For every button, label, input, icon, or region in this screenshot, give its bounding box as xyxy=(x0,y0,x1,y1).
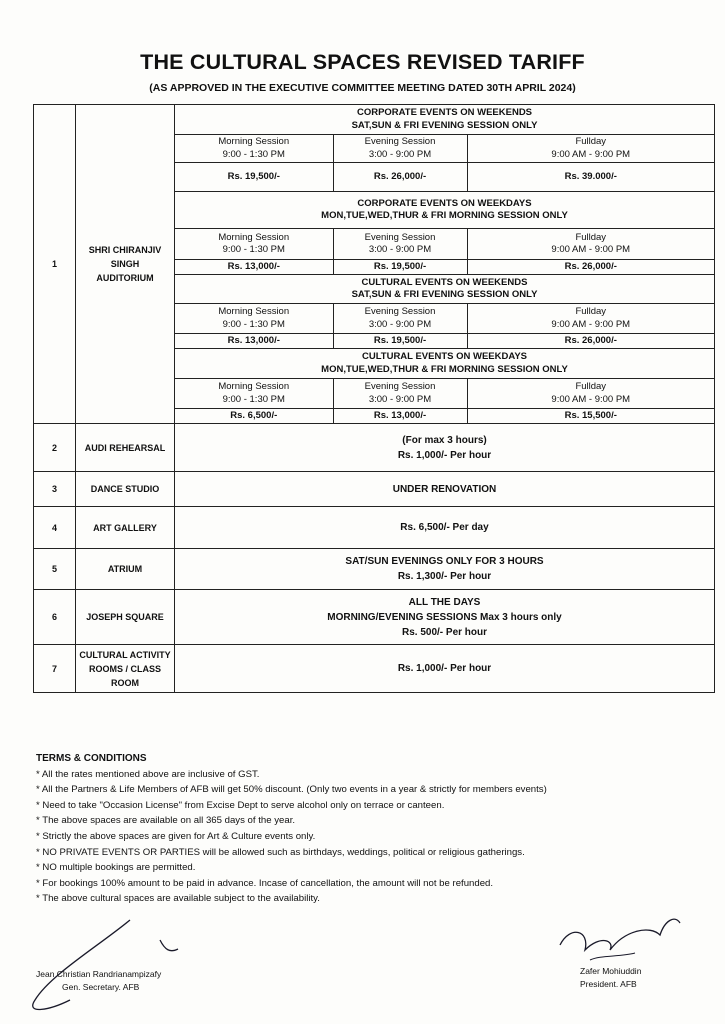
space-name: AUDI REHEARSAL xyxy=(76,424,175,472)
table-row xyxy=(34,105,715,424)
terms-item: * Need to take "Occasion License" from Excise Dept to serve alcohol only on terrace or canteen. xyxy=(36,799,445,811)
left-signatory xyxy=(36,968,161,994)
terms-item: * The above cultural spaces are available subject to the availability. xyxy=(36,893,320,905)
rate-block-heading: CORPORATE EVENTS ON WEEKDAYS MON,TUE,WED,THUR & FRI MORNING SESSION ONLY xyxy=(175,192,714,229)
signatory-name: Zafer Mohiuddin xyxy=(580,966,642,976)
right-signatory xyxy=(580,965,641,991)
table-row xyxy=(34,549,715,590)
terms-item: * For bookings 100% amount to be paid in advance. Incase of cancellation, the amount will not be refunded. xyxy=(36,877,494,889)
row-number: 2 xyxy=(34,424,76,472)
signatory-name: Jean Christian Randrianampizafy xyxy=(36,969,162,979)
terms-item: * NO PRIVATE EVENTS OR PARTIES will be allowed such as birthdays, weddings, political or religious gatherings. xyxy=(36,846,525,858)
row-number: 4 xyxy=(34,507,76,549)
auditorium-rates xyxy=(175,105,715,424)
session-cell: Fullday 9:00 AM - 9:00 PM xyxy=(467,135,714,163)
rate-block-heading: CULTURAL EVENTS ON WEEKDAYS MON,TUE,WED,THUR & FRI MORNING SESSION ONLY xyxy=(175,349,714,379)
rate-cell: Rs. 1,000/- Per hour xyxy=(175,645,715,693)
price-cell: Rs. 15,500/- xyxy=(467,409,714,424)
table-row xyxy=(34,645,715,693)
space-name: DANCE STUDIO xyxy=(76,472,175,507)
space-name: ART GALLERY xyxy=(76,507,175,549)
page-subtitle: (AS APPROVED IN THE EXECUTIVE COMMITTEE MEETING DATED 30TH APRIL 2024) xyxy=(149,82,576,94)
terms-item: * The above spaces are available on all 365 days of the year. xyxy=(36,815,296,827)
rate-block-heading: CULTURAL EVENTS ON WEEKENDS SAT,SUN & FRI EVENING SESSION ONLY xyxy=(175,275,714,304)
terms-and-conditions xyxy=(36,751,706,907)
terms-item: * All the rates mentioned above are inclusive of GST. xyxy=(36,768,260,780)
price-cell: Rs. 13,000/- xyxy=(175,334,333,349)
session-cell: Fullday 9:00 AM - 9:00 PM xyxy=(467,304,714,334)
price-cell: Rs. 26,000/- xyxy=(467,260,714,275)
price-cell: Rs. 26,000/- xyxy=(333,163,467,192)
session-cell: Fullday 9:00 AM - 9:00 PM xyxy=(467,229,714,260)
session-cell: Fullday 9:00 AM - 9:00 PM xyxy=(467,379,714,409)
price-cell: Rs. 6,500/- xyxy=(175,409,333,424)
space-name: SHRI CHIRANJIV SINGH AUDITORIUM xyxy=(76,105,175,424)
left-signature-scribble xyxy=(10,905,200,1015)
row-number: 7 xyxy=(34,645,76,693)
rate-cell: (For max 3 hours) Rs. 1,000/- Per hour xyxy=(175,424,715,472)
rate-cell: UNDER RENOVATION xyxy=(175,472,715,507)
session-cell: Evening Session 3:00 - 9:00 PM xyxy=(333,135,467,163)
row-number: 3 xyxy=(34,472,76,507)
table-row xyxy=(34,507,715,549)
terms-item: * All the Partners & Life Members of AFB will get 50% discount. (Only two events in a year & strictly for members events) xyxy=(36,784,547,796)
session-cell: Morning Session 9:00 - 1:30 PM xyxy=(175,229,333,260)
row-number: 1 xyxy=(34,105,76,424)
terms-item: * Strictly the above spaces are given for Art & Culture events only. xyxy=(36,830,316,842)
session-cell: Morning Session 9:00 - 1:30 PM xyxy=(175,379,333,409)
price-cell: Rs. 19,500/- xyxy=(333,260,467,275)
row-number: 5 xyxy=(34,549,76,590)
page-title: THE CULTURAL SPACES REVISED TARIFF xyxy=(140,50,585,74)
session-cell: Evening Session 3:00 - 9:00 PM xyxy=(333,304,467,334)
table-row xyxy=(34,590,715,645)
table-row xyxy=(34,472,715,507)
space-name: CULTURAL ACTIVITY ROOMS / CLASS ROOM xyxy=(76,645,175,693)
session-cell: Morning Session 9:00 - 1:30 PM xyxy=(175,304,333,334)
session-cell: Evening Session 3:00 - 9:00 PM xyxy=(333,229,467,260)
rate-block-heading: CORPORATE EVENTS ON WEEKENDS SAT,SUN & FRI EVENING SESSION ONLY xyxy=(175,105,714,135)
session-cell: Evening Session 3:00 - 9:00 PM xyxy=(333,379,467,409)
price-cell: Rs. 26,000/- xyxy=(467,334,714,349)
signatory-title: President. AFB xyxy=(580,979,637,989)
space-name: JOSEPH SQUARE xyxy=(76,590,175,645)
price-cell: Rs. 19,500/- xyxy=(175,163,333,192)
price-cell: Rs. 13,000/- xyxy=(175,260,333,275)
price-cell: Rs. 19,500/- xyxy=(333,334,467,349)
table-row xyxy=(34,424,715,472)
session-cell: Morning Session 9:00 - 1:30 PM xyxy=(175,135,333,163)
signatory-title: Gen. Secretary. AFB xyxy=(62,982,140,992)
rate-cell: SAT/SUN EVENINGS ONLY FOR 3 HOURS Rs. 1,300/- Per hour xyxy=(175,549,715,590)
rate-cell: Rs. 6,500/- Per day xyxy=(175,507,715,549)
terms-item: * NO multiple bookings are permitted. xyxy=(36,862,196,874)
price-cell: Rs. 39.000/- xyxy=(467,163,714,192)
row-number: 6 xyxy=(34,590,76,645)
terms-heading: TERMS & CONDITIONS xyxy=(36,753,147,764)
tariff-table xyxy=(33,104,715,693)
rate-cell: ALL THE DAYS MORNING/EVENING SESSIONS Max 3 hours only Rs. 500/- Per hour xyxy=(175,590,715,645)
space-name: ATRIUM xyxy=(76,549,175,590)
price-cell: Rs. 13,000/- xyxy=(333,409,467,424)
